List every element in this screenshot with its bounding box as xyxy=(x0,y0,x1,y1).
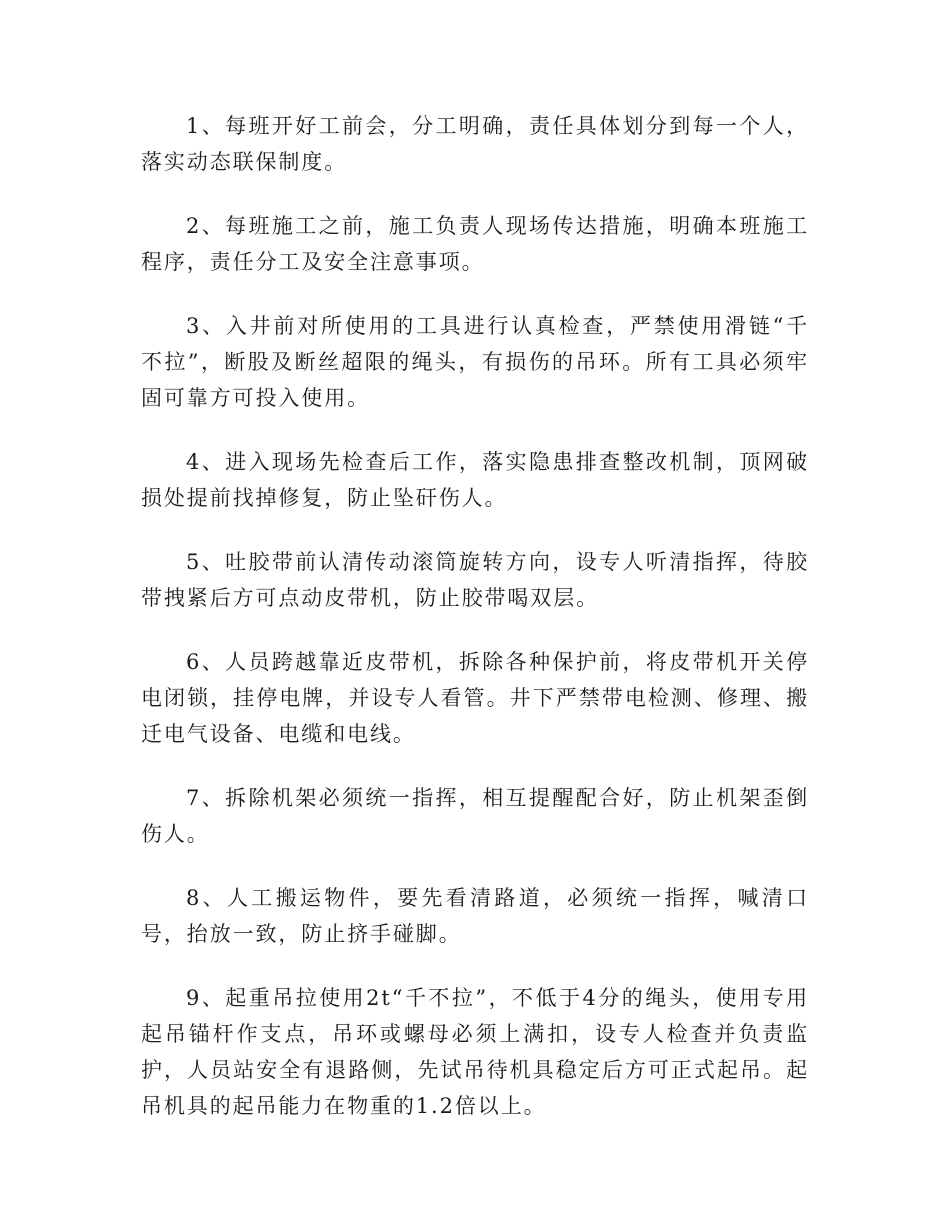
paragraph-5: 5、吐胶带前认清传动滚筒旋转方向，设专人听清指挥，待胶带拽紧后方可点动皮带机，防止胶带喝双层。 xyxy=(141,550,809,610)
paragraph-8: 8、人工搬运物件，要先看清路道，必须统一指挥，喊清口号，抬放一致，防止挤手碰脚。 xyxy=(141,886,809,946)
paragraph-9: 9、起重吊拉使用2t“千不拉”，不低于4分的绳头，使用专用起吊锚杆作支点，吊环或螺母必须上满扣，设专人检查并负责监护，人员站安全有退路侧，先试吊待机具稳定后方可正式起吊。起吊机具的起吊能力在物重的1.2倍以上。 xyxy=(141,986,809,1118)
paragraph-3: 3、入井前对所使用的工具进行认真检查，严禁使用滑链“千不拉”，断股及断丝超限的绳头，有损伤的吊环。所有工具必须牢固可靠方可投入使用。 xyxy=(141,314,809,410)
paragraph-7: 7、拆除机架必须统一指挥，相互提醒配合好，防止机架歪倒伤人。 xyxy=(141,786,809,846)
paragraph-2: 2、每班施工之前，施工负责人现场传达措施，明确本班施工程序，责任分工及安全注意事项。 xyxy=(141,214,809,274)
paragraph-6: 6、人员跨越靠近皮带机，拆除各种保护前，将皮带机开关停电闭锁，挂停电牌，并设专人看管。井下严禁带电检测、修理、搬迁电气设备、电缆和电线。 xyxy=(141,650,809,746)
paragraph-1: 1、每班开好工前会，分工明确，责任具体划分到每一个人，落实动态联保制度。 xyxy=(141,114,809,174)
paragraph-4: 4、进入现场先检查后工作，落实隐患排查整改机制，顶网破损处提前找掉修复，防止坠矸伤人。 xyxy=(141,450,809,510)
document-body xyxy=(141,108,809,1152)
